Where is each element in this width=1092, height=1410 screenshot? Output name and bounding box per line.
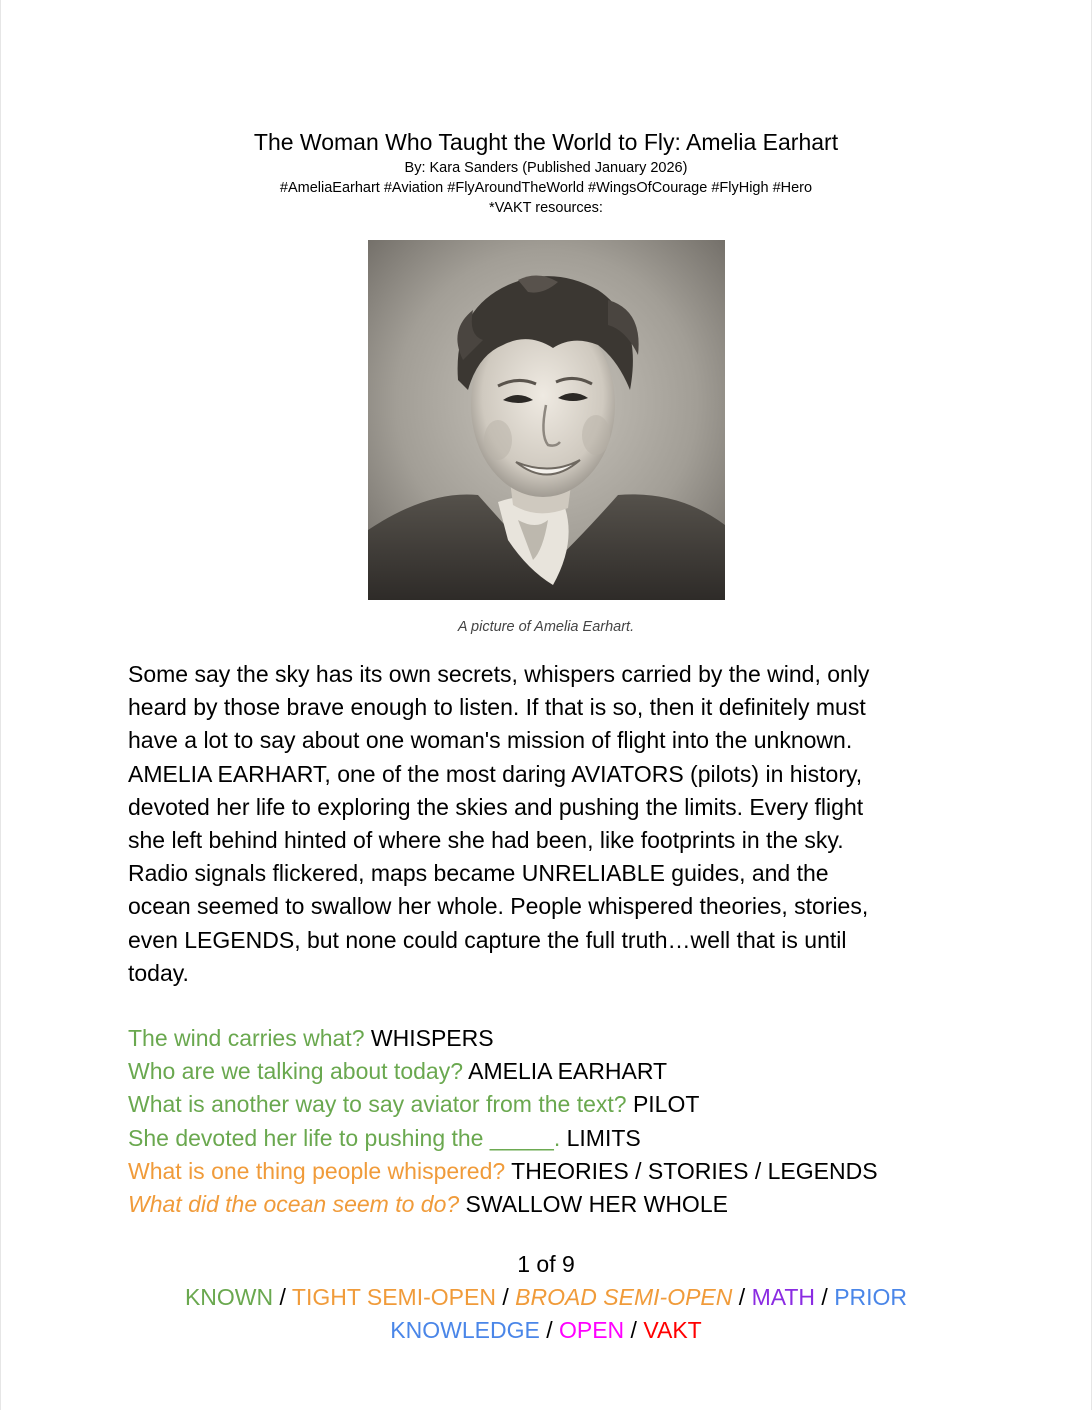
document-title: The Woman Who Taught the World to Fly: Amelia Earhart	[253, 129, 839, 155]
hashtags: #AmeliaEarhart #Aviation #FlyAroundTheWorld #WingsOfCourage #FlyHigh #Hero	[279, 180, 813, 196]
paragraph-line: heard by those brave enough to listen. If that is so, then it definitely must	[128, 694, 866, 721]
byline: By: Kara Sanders (Published January 2026)	[404, 160, 688, 176]
legend-math: MATH	[751, 1284, 816, 1310]
paragraph-line: devoted her life to exploring the skies and pushing the limits. Every flight	[128, 793, 864, 820]
legend-separator: /	[624, 1317, 644, 1344]
paragraph-line: AMELIA EARHART, one of the most daring AVIATORS (pilots) in history,	[128, 760, 863, 787]
vakt-resources-label: *VAKT resources:	[489, 200, 603, 216]
paragraph-line: she left behind hinted of where she had been, like footprints in the sky.	[128, 827, 844, 854]
answer-text: THEORIES / STORIES / LEGENDS	[505, 1157, 878, 1184]
legend-vakt: VAKT	[643, 1317, 702, 1344]
answer-text: WHISPERS	[364, 1025, 494, 1051]
question-text: The wind carries what?	[128, 1025, 365, 1051]
question-text: What is one thing people whispered?	[128, 1157, 506, 1184]
page-number: 1 of 9	[517, 1251, 575, 1277]
paragraph-line: even LEGENDS, but none could capture the full truth…well that is until	[128, 926, 847, 953]
photo-caption: A picture of Amelia Earhart.	[457, 619, 635, 635]
qa-item	[128, 1122, 1028, 1155]
answer-text: SWALLOW HER WHOLE	[459, 1191, 728, 1218]
legend-separator: /	[539, 1317, 559, 1344]
paragraph-line: ocean seemed to swallow her whole. People whispered theories, stories,	[128, 893, 869, 920]
paragraph-line: today.	[128, 959, 189, 986]
qa-item	[128, 1155, 1028, 1188]
paragraph-line: have a lot to say about one woman's mission of flight into the unknown.	[128, 727, 853, 754]
legend-separator: /	[732, 1284, 752, 1310]
legend-separator: /	[495, 1284, 516, 1310]
paragraph-line: Some say the sky has its own secrets, whispers carried by the wind, only	[128, 661, 870, 687]
paragraph-line: Radio signals flickered, maps became UNRELIABLE guides, and the	[128, 860, 829, 887]
qa-item	[128, 1055, 1028, 1088]
question-text: She devoted her life to pushing the _____.	[128, 1124, 561, 1151]
color-legend	[140, 1281, 952, 1347]
question-answer-list	[128, 1022, 1028, 1221]
question-text: Who are we talking about today?	[128, 1058, 463, 1085]
amelia-earhart-photo	[368, 240, 725, 600]
question-text: What is another way to say aviator from the text?	[128, 1091, 627, 1118]
qa-item	[128, 1188, 1028, 1221]
qa-item	[128, 1088, 1028, 1121]
legend-known: KNOWN	[184, 1284, 274, 1310]
article-paragraph	[128, 658, 958, 990]
answer-text: LIMITS	[560, 1124, 641, 1151]
legend-separator: /	[815, 1284, 835, 1310]
answer-text: PILOT	[626, 1091, 700, 1118]
legend-broad-semi-open: BROAD SEMI-OPEN	[515, 1284, 733, 1310]
qa-item	[128, 1022, 1028, 1055]
legend-open: OPEN	[558, 1317, 625, 1344]
legend-prior-knowledge: PRIOR KNOWLEDGE	[390, 1284, 908, 1344]
document-header	[0, 126, 1092, 218]
question-text: What did the ocean seem to do?	[128, 1191, 460, 1218]
answer-text: AMELIA EARHART	[462, 1058, 668, 1085]
legend-separator: /	[273, 1284, 292, 1310]
legend-tight-semi-open: TIGHT SEMI-OPEN	[291, 1284, 496, 1310]
